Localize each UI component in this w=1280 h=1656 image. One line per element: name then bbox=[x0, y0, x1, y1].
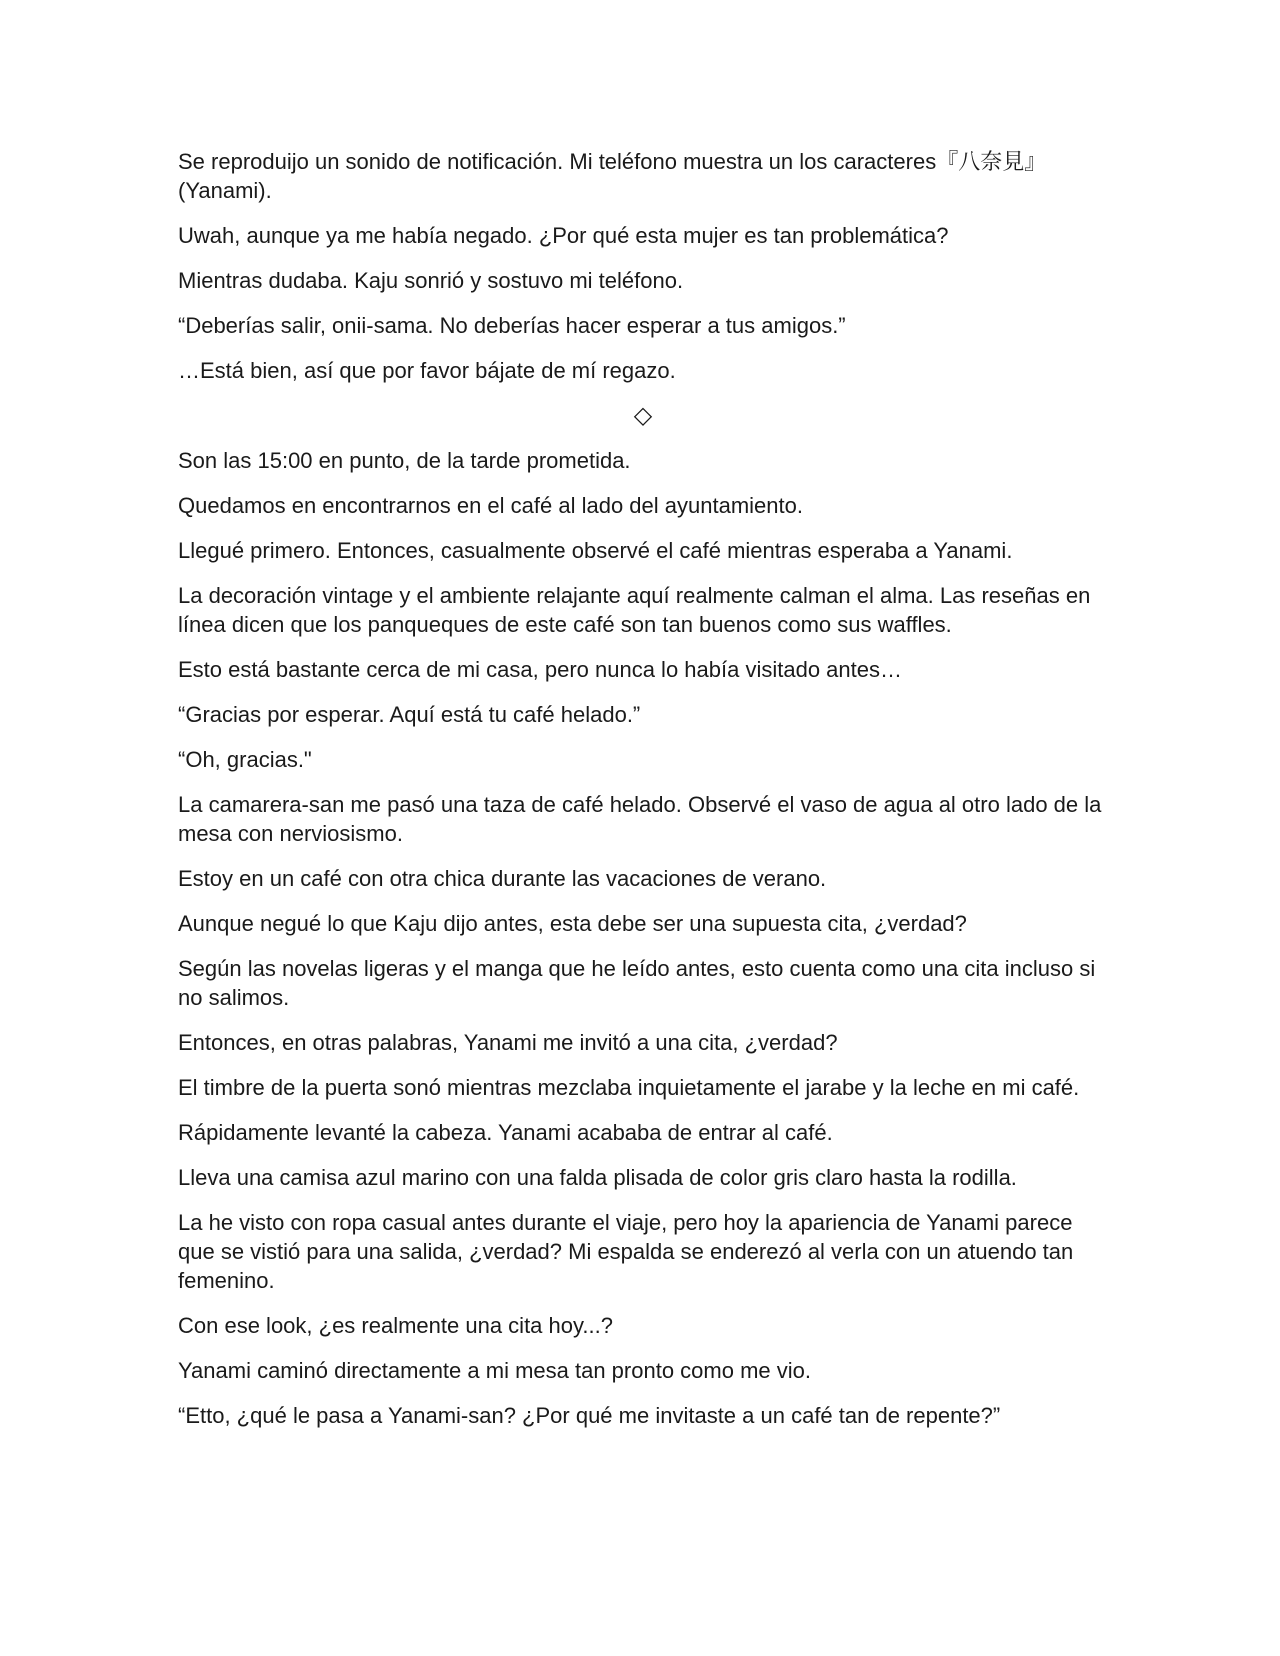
paragraph: “Oh, gracias." bbox=[178, 747, 312, 772]
document-page bbox=[178, 147, 1108, 1446]
scene-break-diamond-icon: ◇ bbox=[633, 401, 653, 429]
paragraph: Son las 15:00 en punto, de la tarde prometida. bbox=[178, 448, 631, 473]
paragraph: Yanami caminó directamente a mi mesa tan pronto como me vio. bbox=[178, 1358, 811, 1383]
paragraph: Entonces, en otras palabras, Yanami me invitó a una cita, ¿verdad? bbox=[178, 1030, 838, 1055]
paragraph: La camarera-san me pasó una taza de café helado. Observé el vaso de agua al otro lado de la mesa con nerviosismo. bbox=[178, 792, 1108, 846]
paragraph: …Está bien, así que por favor bájate de mí regazo. bbox=[178, 358, 676, 383]
paragraph: “Gracias por esperar. Aquí está tu café helado.” bbox=[178, 702, 641, 727]
paragraph: Uwah, aunque ya me había negado. ¿Por qué esta mujer es tan problemática? bbox=[178, 223, 949, 248]
paragraph: Llegué primero. Entonces, casualmente observé el café mientras esperaba a Yanami. bbox=[178, 538, 1013, 563]
paragraph: Según las novelas ligeras y el manga que he leído antes, esto cuenta como una cita incluso si no salimos. bbox=[178, 956, 1102, 1010]
paragraph: La he visto con ropa casual antes durante el viaje, pero hoy la apariencia de Yanami parece que se vistió para una salida, ¿verdad? Mi espalda se enderezó al verla con un atuendo tan femenino. bbox=[178, 1210, 1080, 1293]
paragraph: Rápidamente levanté la cabeza. Yanami acababa de entrar al café. bbox=[178, 1120, 833, 1145]
paragraph: Esto está bastante cerca de mi casa, pero nunca lo había visitado antes… bbox=[178, 657, 902, 682]
paragraph: Quedamos en encontrarnos en el café al lado del ayuntamiento. bbox=[178, 493, 803, 518]
paragraph: Mientras dudaba. Kaju sonrió y sostuvo mi teléfono. bbox=[178, 268, 684, 293]
paragraph: Con ese look, ¿es realmente una cita hoy...? bbox=[178, 1313, 613, 1338]
paragraph: “Etto, ¿qué le pasa a Yanami-san? ¿Por qué me invitaste a un café tan de repente?” bbox=[178, 1403, 1001, 1428]
paragraph: Lleva una camisa azul marino con una falda plisada de color gris claro hasta la rodilla. bbox=[178, 1165, 1017, 1190]
paragraph: El timbre de la puerta sonó mientras mezclaba inquietamente el jarabe y la leche en mi café. bbox=[178, 1075, 1080, 1100]
paragraph: “Deberías salir, onii-sama. No deberías hacer esperar a tus amigos.” bbox=[178, 313, 846, 338]
paragraph: La decoración vintage y el ambiente relajante aquí realmente calman el alma. Las reseñas en línea dicen que los panqueques de este café son tan buenos como sus waffles. bbox=[178, 583, 1097, 637]
paragraph: Aunque negué lo que Kaju dijo antes, esta debe ser una supuesta cita, ¿verdad? bbox=[178, 911, 967, 936]
paragraph: Estoy en un café con otra chica durante las vacaciones de verano. bbox=[178, 866, 827, 891]
paragraph: Se reproduijo un sonido de notificación. Mi teléfono muestra un los caracteres『八奈見』(Yanami). bbox=[178, 149, 1047, 203]
